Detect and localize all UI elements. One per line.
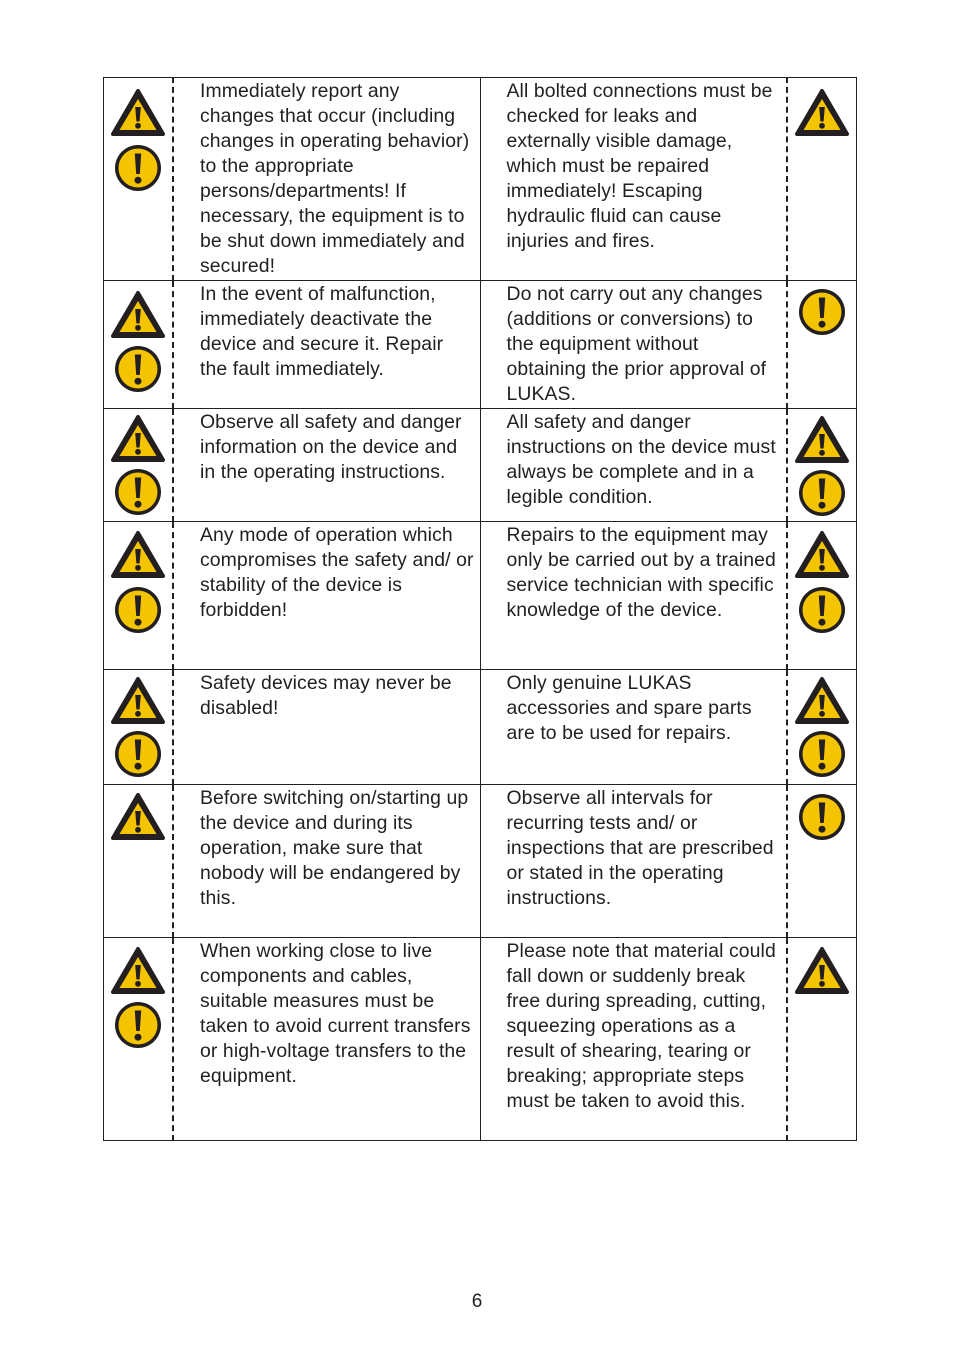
safety-text: Do not carry out any changes (additions or conversions) to the equipment without obtaining the prior approval of LUKAS. (506, 283, 767, 405)
left-icon-cell (104, 281, 174, 409)
right-icon-cell (787, 522, 857, 670)
warning-triangle-icon (110, 88, 166, 138)
safety-text: When working close to live components and cables, suitable measures must be taken to avoid current transfers or high-voltage transfers to the equipment. (173, 938, 480, 1141)
table-row (104, 670, 857, 785)
safety-text: Immediately report any changes that occur (including changes in operating behavior) to the appropriate persons/departments! If necessary, the equipment is to be shut down immediately and secured! (173, 78, 480, 281)
safety-text: Only genuine LUKAS accessories and spare parts are to be used for repairs. (506, 672, 752, 744)
safety-text: Before switching on/starting up the device and during its operation, make sure that nobody will be endangered by this. (173, 785, 480, 938)
warning-triangle-icon (110, 414, 166, 464)
page-number: 6 (471, 1291, 483, 1312)
exclamation-circle-icon (113, 467, 163, 517)
safety-text: All safety and danger instructions on the device must always be complete and in a legible condition. (506, 411, 776, 508)
warning-triangle-icon (794, 946, 850, 996)
exclamation-circle-icon (797, 729, 847, 779)
safety-text: Any mode of operation which compromises the safety and/ or stability of the device is forbidden! (173, 522, 480, 670)
warning-triangle-icon (794, 88, 850, 138)
table-row (104, 409, 857, 522)
warning-triangle-icon (110, 676, 166, 726)
left-icon-cell (104, 78, 174, 281)
safety-text: Please note that material could fall down or suddenly break free during spreading, cutting, squeezing operations as a result of shearing, tearing or breaking; appropriate steps must be taken to avoid this. (506, 940, 776, 1112)
warning-triangle-icon (110, 792, 166, 842)
warning-triangle-icon (794, 530, 850, 580)
table-row (104, 78, 857, 281)
table-row (104, 522, 857, 670)
table-row (104, 785, 857, 938)
warning-triangle-icon (110, 290, 166, 340)
exclamation-circle-icon (113, 344, 163, 394)
safety-text: Repairs to the equipment may only be carried out by a trained service technician with specific knowledge of the device. (506, 524, 776, 621)
warning-triangle-icon (794, 676, 850, 726)
right-icon-cell (787, 409, 857, 522)
exclamation-circle-icon (797, 585, 847, 635)
table-row (104, 281, 857, 409)
left-icon-cell (104, 670, 174, 785)
safety-instructions-table (103, 77, 857, 1141)
right-icon-cell (787, 785, 857, 938)
left-icon-cell (104, 409, 174, 522)
exclamation-circle-icon (797, 287, 847, 337)
right-icon-cell (787, 938, 857, 1141)
exclamation-circle-icon (113, 1000, 163, 1050)
safety-text: All bolted connections must be checked for leaks and externally visible damage, which must be repaired immediately! Escaping hydraulic fluid can cause injuries and fires. (506, 80, 773, 252)
safety-text: In the event of malfunction, immediately deactivate the device and secure it. Repair the fault immediately. (173, 281, 480, 409)
safety-text: Observe all intervals for recurring tests and/ or inspections that are prescribed or stated in the operating instructions. (506, 787, 774, 909)
exclamation-circle-icon (797, 792, 847, 842)
warning-triangle-icon (110, 946, 166, 996)
exclamation-circle-icon (113, 585, 163, 635)
table-row (104, 938, 857, 1141)
right-icon-cell (787, 78, 857, 281)
right-icon-cell (787, 281, 857, 409)
left-icon-cell (104, 938, 174, 1141)
right-icon-cell (787, 670, 857, 785)
warning-triangle-icon (794, 415, 850, 465)
safety-text: Observe all safety and danger information on the device and in the operating instructions. (173, 409, 480, 522)
safety-text: Safety devices may never be disabled! (173, 670, 480, 785)
warning-triangle-icon (110, 530, 166, 580)
left-icon-cell (104, 785, 174, 938)
exclamation-circle-icon (113, 143, 163, 193)
exclamation-circle-icon (797, 468, 847, 518)
exclamation-circle-icon (113, 729, 163, 779)
left-icon-cell (104, 522, 174, 670)
